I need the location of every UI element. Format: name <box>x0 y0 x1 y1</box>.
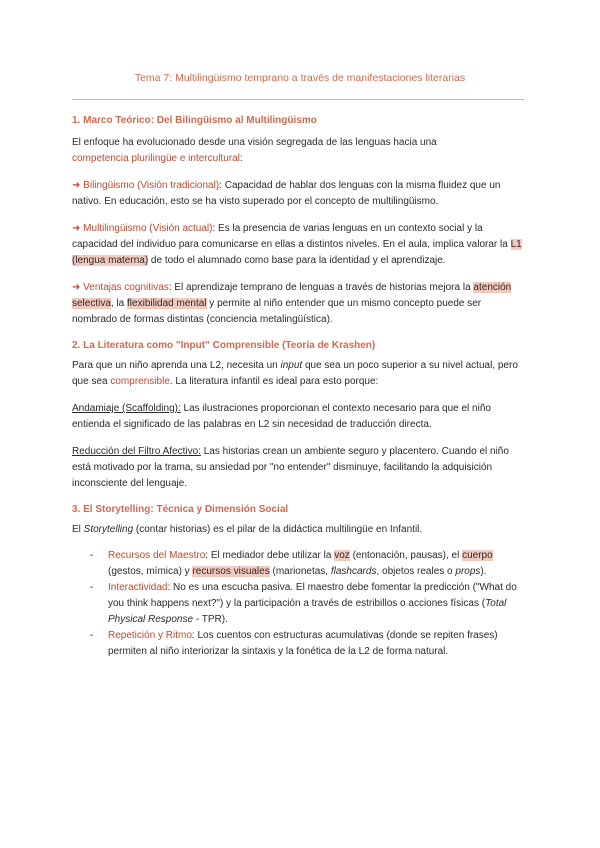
point-multilinguismo: ➜ Multilingüismo (Visión actual): Es la presencia de varias lenguas en un contexto social y la capacidad del individuo para comunicarse en ellas a distintos niveles. En el aula, implica valorar la L1 (lengua materna) de todo el alumnado como base para la identidad y el aprendizaje. <box>72 223 522 266</box>
document-title: Tema 7: Multilingüismo temprano a través de manifestaciones literarias <box>134 72 466 84</box>
title-divider <box>72 99 524 100</box>
highlight-term: atención selectiva <box>72 282 512 309</box>
list-item: - Interactividad: No es una escucha pasiva. El maestro debe fomentar la predicción ("What do you think happens next?") y la participación a través de estribillos o acciones físicas (Total Physical Response - TPR). <box>108 580 526 628</box>
highlight-term: flexibilidad mental <box>127 298 207 309</box>
point-andamiaje: Andamiaje (Scaffolding): Las ilustraciones proporcionan el contexto necesario para que el niño entienda el significado de las palabras en L2 sin necesidad de traducción directa. <box>72 403 491 430</box>
highlight-term: L1 (lengua materna) <box>72 239 522 266</box>
point-filtro-afectivo: Reducción del Filtro Afectivo: Las historias crean un ambiente seguro y placentero. Cuando el niño está motivado por la trama, su ansiedad por "no entender" disminuye, facilitando la adquisición inconsciente del lenguaje. <box>72 446 509 489</box>
section-1-intro: El enfoque ha evolucionado desde una visión segregada de las lenguas hacia una competencia plurilingüe e intercultural: <box>72 137 437 164</box>
section-heading-1: 1. Marco Teórico: Del Bilingüismo al Multilingüismo <box>72 115 317 126</box>
highlight-term: competencia plurilingüe e intercultural <box>72 153 240 164</box>
arrow-icon: ➜ <box>72 282 81 293</box>
section-2-intro: Para que un niño aprenda una L2, necesita un input que sea un poco superior a su nivel actual, pero que sea comprensible. La literatura infantil es ideal para esto porque: <box>72 360 518 387</box>
section-3-intro: El Storytelling (contar historias) es el pilar de la didáctica multilingüe en Infantil. <box>72 524 423 535</box>
highlight-term: recursos visuales <box>192 566 270 577</box>
section-heading-2: 2. La Literatura como "Input" Comprensible (Teoría de Krashen) <box>72 340 376 351</box>
highlight-term: cuerpo <box>462 550 493 561</box>
list-item: - Repetición y Ritmo: Los cuentos con estructuras acumulativas (donde se repiten frases) permiten al niño interiorizar la sintaxis y la fonética de la L2 de forma natural. <box>108 628 526 660</box>
document-body <box>72 113 526 660</box>
point-ventajas: ➜ Ventajas cognitivas: El aprendizaje temprano de lenguas a través de historias mejora la atención selectiva, la flexibilidad mental y permite al niño entender que un mismo concepto puede ser nombrado de formas distintas (conciencia metalingüística). <box>72 282 512 325</box>
arrow-icon: ➜ <box>72 180 81 191</box>
highlight-term: voz <box>334 550 350 561</box>
storytelling-list <box>72 548 526 660</box>
list-item: - Recursos del Maestro: El mediador debe utilizar la voz (entonación, pausas), el cuerpo (gestos, mímica) y recursos visuales (marionetas, flashcards, objetos reales o props). <box>108 548 526 580</box>
point-bilinguismo: ➜ Bilingüismo (Visión tradicional): Capacidad de hablar dos lenguas con la misma fluidez que un nativo. En educación, esto se ha visto superado por el concepto de multilingüismo. <box>72 180 501 207</box>
arrow-icon: ➜ <box>72 223 81 234</box>
section-heading-3: 3. El Storytelling: Técnica y Dimensión Social <box>72 504 289 515</box>
